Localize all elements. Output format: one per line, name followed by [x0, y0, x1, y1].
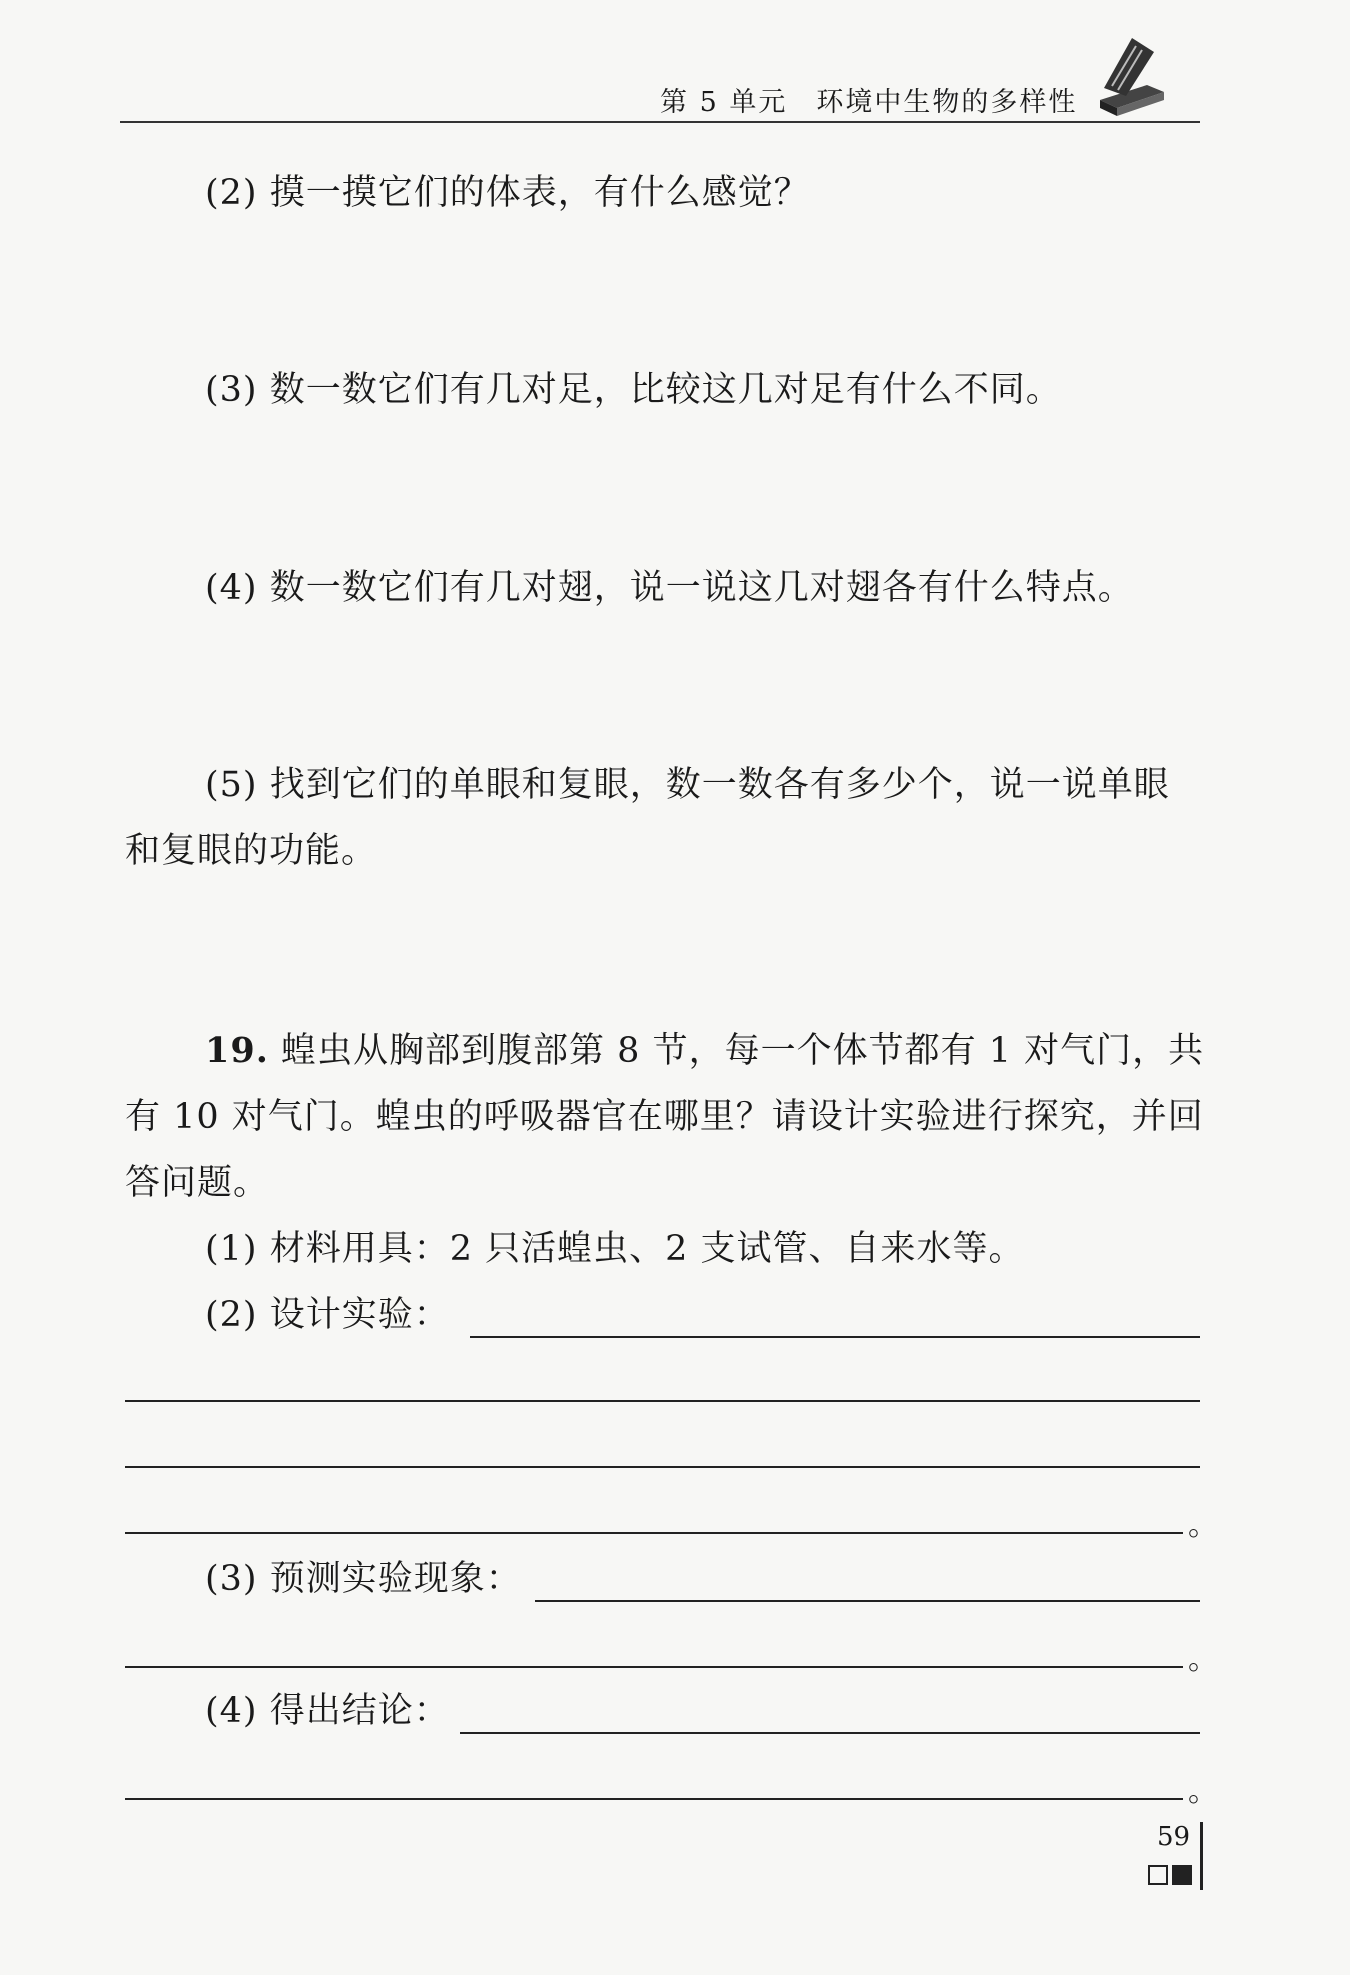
footer-rule: [1200, 1822, 1203, 1890]
sub-question-3: (3) 预测实验现象：: [205, 1559, 522, 1599]
question-19-text: 蝗虫从胸部到腹部第 8 节，每一个体节都有 1 对气门，共有 10 对气门。蝗虫的呼吸器官在哪里？请设计实验进行探究，并回答问题。: [125, 1031, 1205, 1203]
question-19: [125, 1018, 1205, 1216]
answer-line[interactable]: [125, 1466, 1200, 1468]
answer-line[interactable]: [535, 1600, 1200, 1602]
square-outline-icon: [1148, 1865, 1168, 1885]
book-icon: [1092, 30, 1172, 120]
sub-question-1: (1) 材料用具：2 只活蝗虫、2 支试管、自来水等。: [205, 1229, 1025, 1269]
square-filled-icon: [1172, 1865, 1192, 1885]
question-19-number: 19.: [205, 1030, 269, 1071]
question-2: (2) 摸一摸它们的体表，有什么感觉？: [205, 173, 810, 213]
question-4: (4) 数一数它们有几对翅，说一说这几对翅各有什么特点。: [205, 568, 1134, 608]
question-5: (5) 找到它们的单眼和复眼，数一数各有多少个，说一说单眼和复眼的功能。: [125, 765, 1170, 871]
answer-line[interactable]: [125, 1798, 1183, 1800]
question-3: (3) 数一数它们有几对足，比较这几对足有什么不同。: [205, 370, 1062, 410]
period-mark: 。: [1188, 1508, 1218, 1543]
page-number: 59: [1157, 1822, 1191, 1852]
period-mark: 。: [1188, 1642, 1218, 1677]
period-mark: 。: [1188, 1774, 1218, 1809]
answer-line[interactable]: [125, 1400, 1200, 1402]
sub-question-2: (2) 设计实验：: [205, 1295, 450, 1335]
sub-question-4: (4) 得出结论：: [205, 1691, 450, 1731]
header-rule: [120, 121, 1200, 123]
answer-line[interactable]: [125, 1532, 1183, 1534]
unit-header: 第 5 单元 环境中生物的多样性: [660, 87, 1078, 118]
answer-line[interactable]: [470, 1336, 1200, 1338]
answer-line[interactable]: [125, 1666, 1183, 1668]
answer-line[interactable]: [460, 1732, 1200, 1734]
